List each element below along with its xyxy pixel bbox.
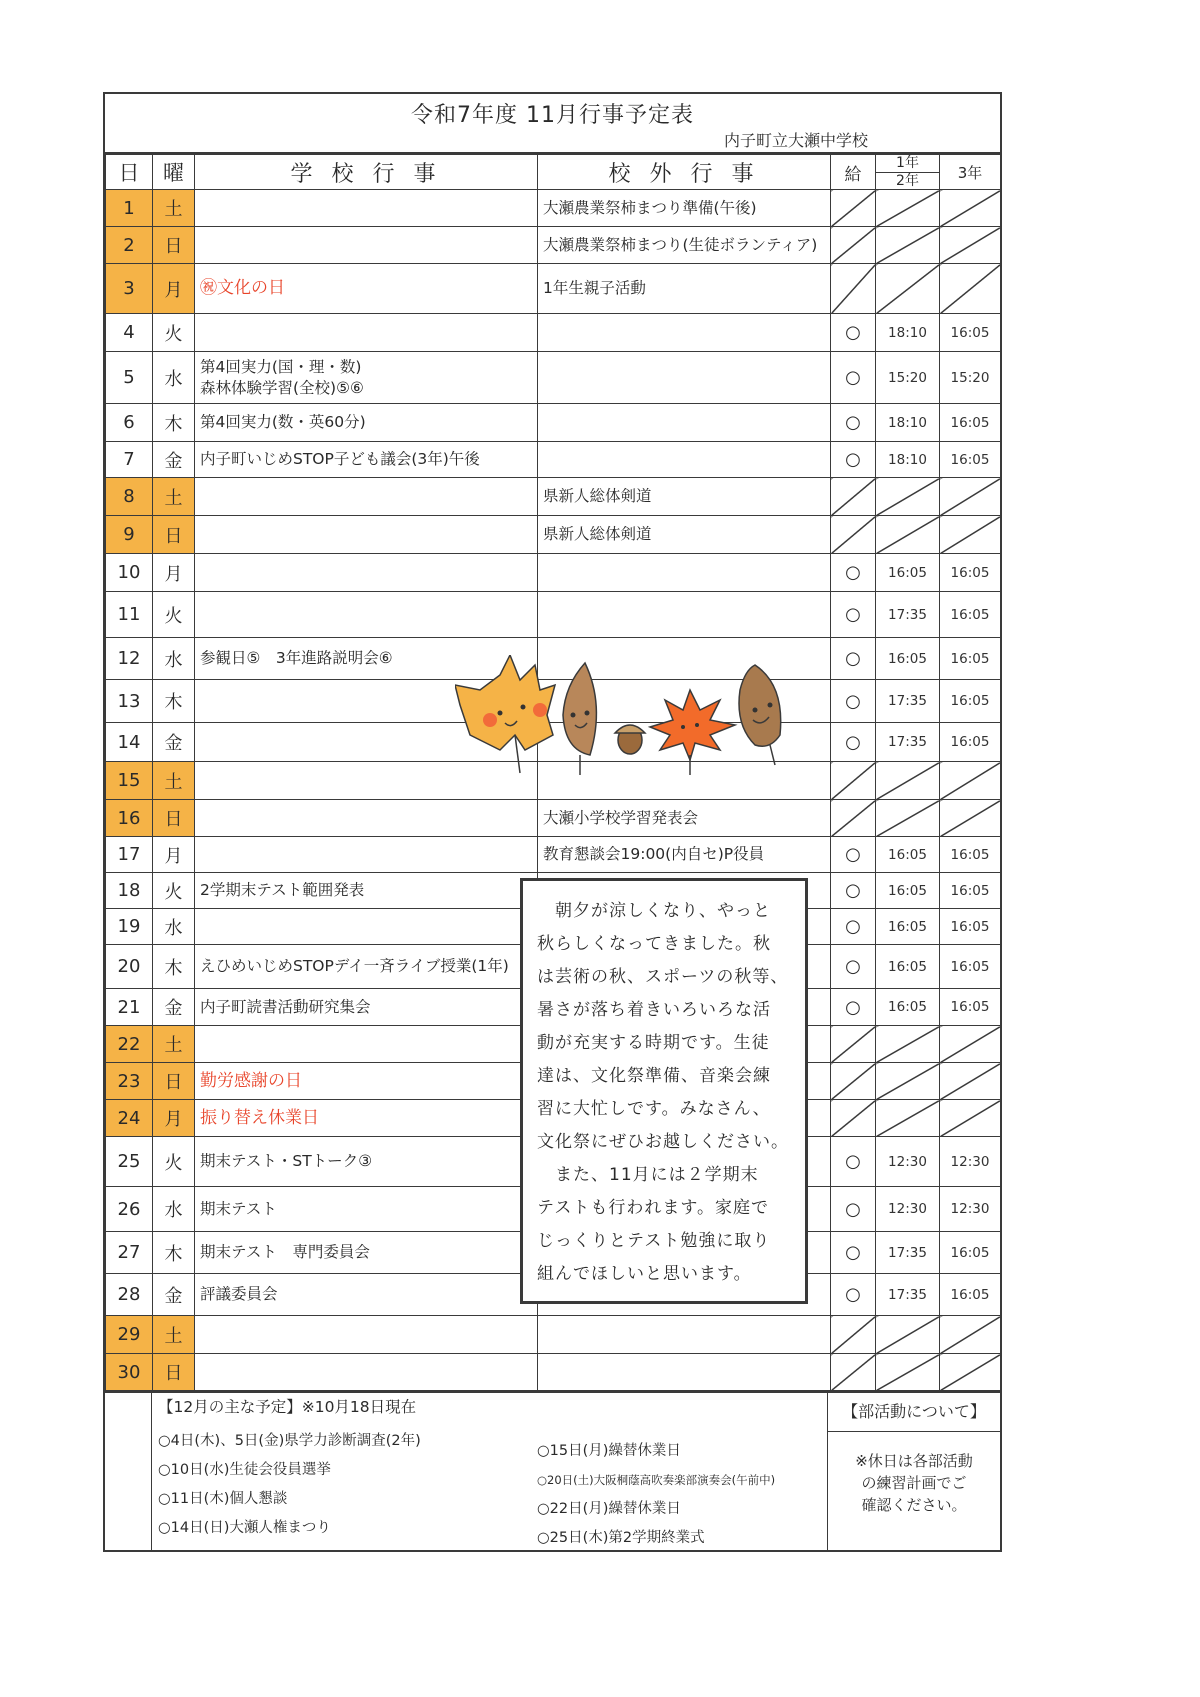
grade3-end-time: 16:05 [940,909,1001,945]
day-cell: 15 [106,762,153,800]
school-event-text: 第4回実力(数・英60分) [200,413,366,432]
school-event-text: 振り替え休業日 [200,1107,319,1128]
lunch-cell-none [831,190,876,227]
grade12-time-none [876,1063,940,1100]
grade12-time-none [876,1316,940,1354]
weekday-cell: 月 [153,264,195,314]
lunch-cell: ○ [831,314,876,352]
day-cell: 3 [106,264,153,314]
day-cell: 5 [106,352,153,404]
day-cell: 23 [106,1063,153,1100]
weekday-cell: 月 [153,1100,195,1137]
grade12-time-none [876,478,940,516]
weekday-cell: 水 [153,1187,195,1232]
school-event-text: 期末テスト [200,1199,277,1218]
grade12-end-time: 18:10 [876,314,940,352]
schedule-sheet [103,92,1002,1552]
day-cell: 1 [106,190,153,227]
weekday-cell: 土 [153,1316,195,1354]
acorn-icon [615,725,645,754]
club-heading: 【部活動について】 [828,1393,1000,1432]
day-cell: 26 [106,1187,153,1232]
grade12-end-time: 16:05 [876,554,940,592]
message-line: 秋らしくなってきました。秋 [537,934,771,954]
grade3-end-time: 16:05 [940,989,1001,1026]
outside-event-cell [538,442,831,478]
lunch-cell-none [831,516,876,554]
outside-event-cell [538,314,831,352]
lunch-cell: ○ [831,680,876,723]
day-cell: 19 [106,909,153,945]
outside-event-cell [538,1354,831,1391]
day-cell: 8 [106,478,153,516]
lunch-cell: ○ [831,1274,876,1316]
grade12-end-time: 12:30 [876,1137,940,1187]
grade12-end-time: 12:30 [876,1187,940,1232]
grade3-time-none [940,1100,1001,1137]
school-event-cell [195,909,538,945]
school-event-cell [195,1100,538,1137]
grade12-end-time: 16:05 [876,638,940,680]
col-header-day: 日 [106,155,153,190]
day-cell: 13 [106,680,153,723]
lunch-cell: ○ [831,945,876,989]
message-line: 暑さが落ち着きいろいろな活 [537,1000,771,1020]
message-line: は芸術の秋、スポーツの秋等、 [537,967,789,987]
school-event-text: 期末テスト 専門委員会 [200,1243,370,1262]
col-header-lunch: 給 [831,155,876,190]
message-line: 文化祭にぜひお越しください。 [537,1132,789,1152]
grade3-time-none [940,1354,1001,1391]
lunch-cell: ○ [831,873,876,909]
list-item: ○4日(木)、5日(金)県学力診断調査(2年) [158,1433,421,1449]
day-cell: 2 [106,227,153,264]
grade3-time-none [940,762,1001,800]
day-cell: 12 [106,638,153,680]
grade3-end-time: 16:05 [940,680,1001,723]
school-event-cell [195,1274,538,1316]
table-row [106,1354,1001,1391]
maple-leaf-yellow-icon [455,655,555,773]
lunch-cell: ○ [831,1232,876,1274]
school-event-cell [195,873,538,909]
school-event-cell [195,227,538,264]
table-row [106,442,1001,478]
table-row [106,264,1001,314]
school-event-cell [195,837,538,873]
school-event-cell [195,592,538,638]
list-item: ○22日(月)繰替休業日 [537,1501,681,1517]
school-event-text: 参観日⑤ 3年進路説明会⑥ [200,649,393,668]
weekday-cell: 土 [153,478,195,516]
grade3-time-none [940,1316,1001,1354]
col-header-grade3: 3年 [940,155,1001,190]
day-cell: 4 [106,314,153,352]
school-event-cell [195,404,538,442]
grade12-time-none [876,800,940,837]
lunch-cell-none [831,478,876,516]
school-event-cell [195,478,538,516]
lunch-cell-none [831,800,876,837]
grade3-end-time: 16:05 [940,837,1001,873]
grade3-end-time: 16:05 [940,945,1001,989]
grade3-time-none [940,800,1001,837]
grade3-end-time: 16:05 [940,554,1001,592]
grade3-end-time: 16:05 [940,638,1001,680]
grade12-time-none [876,264,940,314]
day-cell: 21 [106,989,153,1026]
grade2-label: 2年 [896,172,919,189]
title-block [105,94,1000,154]
grade1-label: 1年 [876,155,939,173]
outside-event-cell: 大瀬農業祭柿まつり(生徒ボランティア) [538,227,831,264]
grade12-end-time: 18:10 [876,442,940,478]
table-row [106,1316,1001,1354]
outside-event-cell: 教育懇談会19:00(内自セ)P役員 [538,837,831,873]
weekday-cell: 火 [153,1137,195,1187]
weekday-cell: 木 [153,404,195,442]
lunch-cell: ○ [831,909,876,945]
grade12-end-time: 16:05 [876,837,940,873]
grade3-end-time: 12:30 [940,1187,1001,1232]
weekday-cell: 日 [153,1354,195,1391]
grade3-end-time: 15:20 [940,352,1001,404]
lunch-cell-none [831,762,876,800]
lunch-cell-none [831,227,876,264]
day-cell: 14 [106,723,153,762]
outside-event-cell [538,592,831,638]
list-item: ○25日(木)第2学期終業式 [537,1530,705,1546]
grade12-time-none [876,516,940,554]
grade3-end-time: 16:05 [940,1274,1001,1316]
outside-event-cell: 県新人総体剣道 [538,516,831,554]
lunch-cell-none [831,1063,876,1100]
day-cell: 29 [106,1316,153,1354]
school-event-text: 評議委員会 [200,1285,278,1304]
message-line: 達は、文化祭準備、音楽会練 [537,1066,771,1086]
weekday-cell: 金 [153,723,195,762]
weekday-cell: 火 [153,592,195,638]
brown-seed-leaf-icon [739,665,781,765]
day-cell: 27 [106,1232,153,1274]
december-list-right [537,1437,775,1553]
weekday-cell: 木 [153,1232,195,1274]
outside-event-cell [538,554,831,592]
day-cell: 30 [106,1354,153,1391]
grade12-time-none [876,1354,940,1391]
day-cell: 11 [106,592,153,638]
message-line: また、11月には２学期末 [537,1165,759,1185]
school-event-cell [195,1232,538,1274]
grade3-end-time: 16:05 [940,314,1001,352]
school-event-cell [195,264,538,314]
school-event-cell [195,1063,538,1100]
message-line: 組んでほしいと思います。 [537,1264,752,1284]
school-event-cell [195,314,538,352]
weekday-cell: 土 [153,762,195,800]
school-event-cell [195,800,538,837]
weekday-cell: 日 [153,800,195,837]
grade3-end-time: 16:05 [940,442,1001,478]
grade3-end-time: 16:05 [940,592,1001,638]
grade3-time-none [940,264,1001,314]
weekday-cell: 土 [153,1026,195,1063]
col-header-school-events: 学 校 行 事 [195,155,538,190]
lunch-cell: ○ [831,638,876,680]
maple-leaf-red-icon [650,690,735,775]
school-event-text: ㊗文化の日 [200,278,285,299]
day-cell: 28 [106,1274,153,1316]
message-line: テストも行われます。家庭で [537,1198,769,1218]
lunch-cell-none [831,1316,876,1354]
weekday-cell: 金 [153,989,195,1026]
table-row [106,592,1001,638]
lunch-cell-none [831,1100,876,1137]
brown-leaf-icon [563,663,596,775]
grade12-time-none [876,190,940,227]
table-row [106,190,1001,227]
school-event-cell [195,352,538,404]
school-event-text: 森林体験学習(全校)⑤⑥ [200,378,364,397]
outside-event-cell [538,352,831,404]
list-item: ○10日(水)生徒会役員選挙 [158,1462,331,1478]
grade12-end-time: 16:05 [876,909,940,945]
day-cell: 17 [106,837,153,873]
club-activity-box [827,1393,1000,1550]
table-row [106,554,1001,592]
weekday-cell: 火 [153,314,195,352]
school-event-text: 内子町いじめSTOP子ども議会(3年)午後 [200,450,480,469]
grade3-time-none [940,516,1001,554]
lunch-cell: ○ [831,837,876,873]
weekday-cell: 火 [153,873,195,909]
weekday-cell: 日 [153,516,195,554]
lunch-cell-none [831,1354,876,1391]
day-cell: 6 [106,404,153,442]
page-title: 令和7年度 11月行事予定表 [411,103,694,128]
grade12-end-time: 17:35 [876,723,940,762]
col-header-outside-events: 校 外 行 事 [538,155,831,190]
lunch-cell: ○ [831,442,876,478]
table-row [106,352,1001,404]
outside-event-cell: 1年生親子活動 [538,264,831,314]
weekday-cell: 水 [153,352,195,404]
grade3-time-none [940,227,1001,264]
day-cell: 10 [106,554,153,592]
table-row [106,404,1001,442]
message-line: 習に大忙しです。みなさん、 [537,1099,771,1119]
grade12-time-none [876,762,940,800]
lunch-cell: ○ [831,1187,876,1232]
grade12-end-time: 17:35 [876,1274,940,1316]
table-row [106,478,1001,516]
school-event-cell [195,1137,538,1187]
lunch-cell: ○ [831,1137,876,1187]
grade12-end-time: 16:05 [876,873,940,909]
school-event-cell [195,554,538,592]
table-row [106,800,1001,837]
school-event-cell [195,1354,538,1391]
table-row [106,516,1001,554]
day-cell: 24 [106,1100,153,1137]
col-header-dow: 曜 [153,155,195,190]
outside-event-cell: 大瀬農業祭柿まつり準備(午後) [538,190,831,227]
weekday-cell: 土 [153,190,195,227]
col-header-grade12 [876,155,940,190]
school-event-text: 第4回実力(国・理・数) [200,357,362,376]
club-note: ※休日は各部活動 の練習計画でご 確認ください。 [855,1452,973,1514]
grade12-end-time: 18:10 [876,404,940,442]
lunch-cell: ○ [831,352,876,404]
weekday-cell: 金 [153,442,195,478]
table-row [106,227,1001,264]
grade3-end-time: 12:30 [940,1137,1001,1187]
grade12-time-none [876,1026,940,1063]
footer-section [105,1391,1000,1550]
weekday-cell: 金 [153,1274,195,1316]
school-event-cell [195,945,538,989]
day-cell: 20 [106,945,153,989]
grade3-end-time: 16:05 [940,723,1001,762]
weekday-cell: 月 [153,554,195,592]
grade12-end-time: 15:20 [876,352,940,404]
list-item: ○15日(月)繰替休業日 [537,1443,681,1459]
list-item: ○20日(土)大阪桐蔭高吹奏楽部演奏会(午前中) [537,1473,776,1487]
school-event-cell [195,516,538,554]
grade12-end-time: 17:35 [876,680,940,723]
grade3-time-none [940,478,1001,516]
school-event-cell [195,442,538,478]
day-cell: 9 [106,516,153,554]
grade3-end-time: 16:05 [940,873,1001,909]
december-heading: 【12月の主な予定】※10月18日現在 [158,1398,417,1416]
grade12-end-time: 17:35 [876,592,940,638]
table-header-row [106,155,1001,190]
table-row [106,837,1001,873]
autumn-leaves-illustration [455,655,800,775]
lunch-cell: ○ [831,723,876,762]
weekday-cell: 木 [153,680,195,723]
grade3-end-time: 16:05 [940,1232,1001,1274]
school-event-cell [195,1187,538,1232]
weekday-cell: 月 [153,837,195,873]
grade12-end-time: 16:05 [876,989,940,1026]
weekday-cell: 日 [153,1063,195,1100]
school-event-cell [195,190,538,227]
weekday-cell: 水 [153,909,195,945]
day-cell: 18 [106,873,153,909]
day-cell: 22 [106,1026,153,1063]
day-cell: 16 [106,800,153,837]
december-list-left [158,1427,421,1543]
grade3-end-time: 16:05 [940,404,1001,442]
grade3-time-none [940,1026,1001,1063]
grade3-time-none [940,190,1001,227]
outside-event-cell [538,404,831,442]
school-event-text: 期末テスト・STトーク③ [200,1152,373,1171]
lunch-cell: ○ [831,989,876,1026]
message-line: 朝夕が涼しくなり、やっと [537,901,771,921]
school-event-cell [195,1316,538,1354]
weekday-cell: 日 [153,227,195,264]
december-schedule [152,1393,827,1550]
grade12-end-time: 16:05 [876,945,940,989]
table-row [106,314,1001,352]
message-line: 動が充実する時期です。生徒 [537,1033,770,1053]
weekday-cell: 木 [153,945,195,989]
outside-event-cell [538,1316,831,1354]
lunch-cell: ○ [831,404,876,442]
message-box [520,878,808,1304]
grade12-time-none [876,227,940,264]
list-item: ○11日(木)個人懇談 [158,1491,288,1507]
day-cell: 25 [106,1137,153,1187]
lunch-cell-none [831,264,876,314]
school-event-text: 2学期末テスト範囲発表 [200,881,365,900]
school-event-text: 勤労感謝の日 [200,1070,302,1091]
school-name: 内子町立大瀬中学校 [723,131,868,150]
outside-event-cell: 大瀬小学校学習発表会 [538,800,831,837]
message-line: じっくりとテスト勉強に取り [537,1231,771,1251]
lunch-cell-none [831,1026,876,1063]
outside-event-cell: 県新人総体剣道 [538,478,831,516]
lunch-cell: ○ [831,592,876,638]
grade12-end-time: 17:35 [876,1232,940,1274]
school-event-cell [195,989,538,1026]
grade12-time-none [876,1100,940,1137]
weekday-cell: 水 [153,638,195,680]
school-event-cell [195,1026,538,1063]
school-event-text: 内子町読書活動研究集会 [200,997,371,1016]
day-cell: 7 [106,442,153,478]
school-event-text: えひめいじめSTOPデイ一斉ライブ授業(1年) [200,957,509,976]
lunch-cell: ○ [831,554,876,592]
list-item: ○14日(日)大瀬人権まつり [158,1520,331,1536]
grade3-time-none [940,1063,1001,1100]
